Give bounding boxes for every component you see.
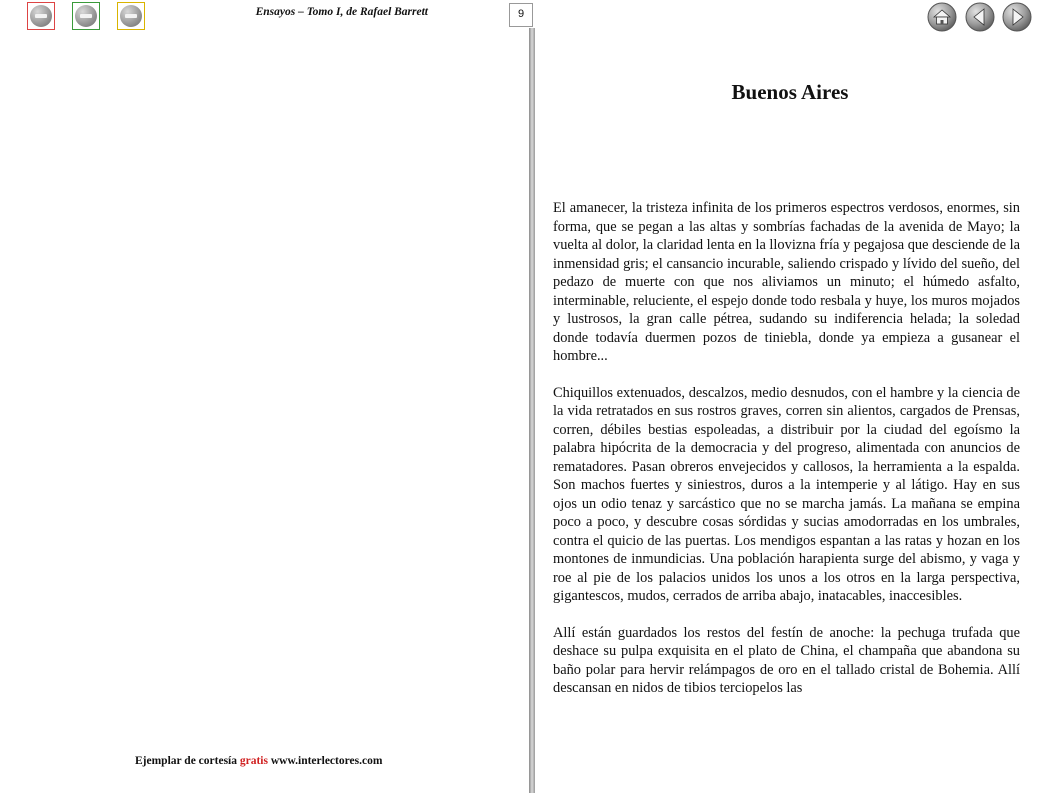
home-button[interactable] [927,2,957,32]
minus-icon [75,5,97,27]
next-page-button[interactable] [1002,2,1032,32]
footer-gratis: gratis [239,755,268,767]
minus-icon [120,5,142,27]
footer-url-link[interactable]: www.interlectores.com [270,755,383,767]
chapter-body [553,199,1020,716]
book-title-header: Ensayos – Tomo I, de Rafael Barrett [255,6,428,18]
footer-prefix: Ejemplar de cortesía [135,755,237,767]
paragraph: Allí están guardados los restos del festín de anoche: la pechuga trufada que deshace su pulpa exquisita en el plato de China, el champaña que abandona su baño polar para hervir relámpagos de oro en el tallado cristal de Bohemia. Allí descansan en nidos de tibios terciopelos las [553,624,1020,696]
zoom-out-button-yellow[interactable] [117,2,145,30]
paragraph: Chiquillos extenuados, descalzos, medio desnudos, con el hambre y la ciencia de la vida retratados en sus rostros graves, corren sin alientos, cargados de Prensas, corren, débiles bestias espoleadas, a distribuir por la ciudad del egoísmo la palabra hipócrita de la democracia y del progreso, alimentada con anuncios de rematadores. Pasan obreros envejecidos y callosos, la herramienta a la espalda. Son machos fuertes y siniestros, duros a la intemperie y al látigo. Hay en sus ojos un odio tenaz y sarcástico que no se marcha jamás. La mañana se empina poco a poco, y descubre cosas sórdidas y sucias amodorradas en los umbrales, contra el quicio de las puertas. Los mendigos espantan a las ratas y hozan en los montones de inmundicias. Una población harapienta surge del abismo, y vaga y roe al pie de los palacios unidos los unos a los otros en la larga perspectiva, gigantescos, mudos, cerrados de arriba abajo, inatacables, inaccesibles. [553,384,1020,604]
page-number: 9 [509,3,533,27]
zoom-out-button-red[interactable] [27,2,55,30]
next-page-icon [1002,2,1032,32]
minus-icon [30,5,52,27]
chapter-title: Buenos Aires [731,80,849,104]
footer-courtesy [135,755,382,767]
home-icon [927,2,957,32]
previous-page-icon [965,2,995,32]
zoom-out-button-green[interactable] [72,2,100,30]
paragraph: El amanecer, la tristeza infinita de los primeros espectros verdosos, enormes, sin forma, que se pegan a las altas y sombrías fachadas de la avenida de Mayo; la vuelta al dolor, la claridad lenta en la llovizna fría y pegajosa que desciende de la inmensidad gris; el cansancio incurable, saliendo crispado y lívido del sueño, del pedazo de muerte con que nos aliviamos un minuto; el húmedo asfalto, interminable, reluciente, el espejo donde todo resbala y huye, los muros mojados y lustrosos, la gran calle pétrea, sudando su indiferencia helada; la soledad donde todavía duermen pozos de tiniebla, donde ya empieza a gusanear el hombre... [553,200,1020,364]
book-spine-divider [529,28,535,793]
previous-page-button[interactable] [965,2,995,32]
